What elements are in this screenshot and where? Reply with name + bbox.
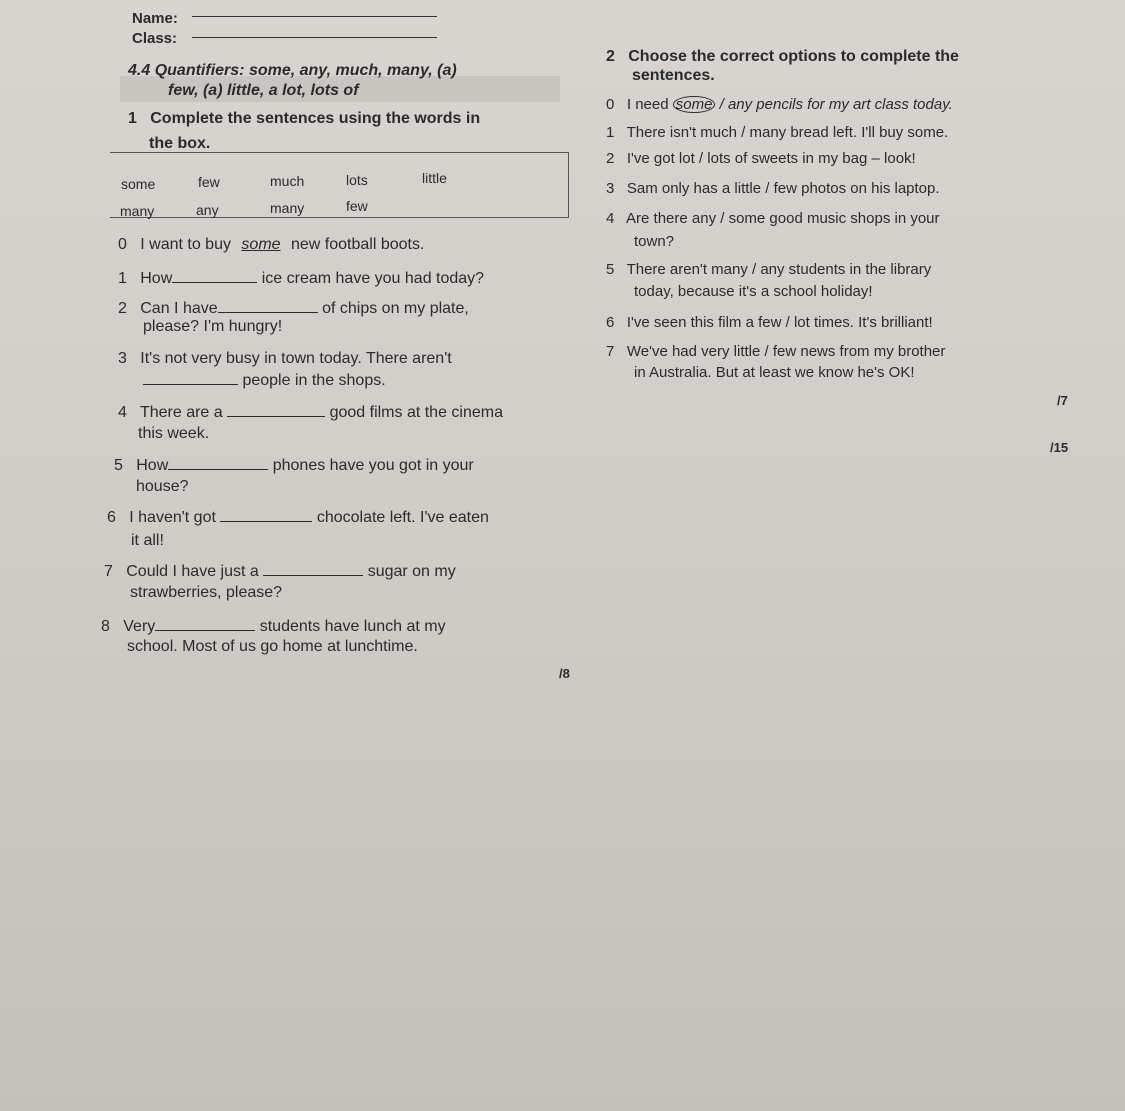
total-score: /15 [1050, 440, 1069, 455]
item-text[interactable]: Sam only has a little / few photos on his laptop. [626, 180, 940, 197]
ex1-item-3 [118, 350, 452, 368]
ex2-item-5-line2: today, because it's a school holiday! [634, 283, 873, 300]
item-text[interactable]: We've had very little / few news from my brother [626, 343, 946, 360]
section-title-line1 [128, 62, 457, 80]
box-word: lots [346, 172, 368, 188]
item-number: 0 [118, 236, 127, 253]
ex1-instruction-line2: the box. [149, 135, 211, 152]
item-text: ice cream have you had today? [261, 270, 485, 287]
box-word: few [198, 174, 220, 190]
ex1-item-6-line2: it all! [131, 532, 164, 549]
answer-blank[interactable] [143, 370, 238, 385]
ex1-item-8 [101, 616, 446, 636]
item-text: phones have you got in your [272, 457, 474, 474]
item-text: new football boots. [291, 236, 425, 253]
item-text: of chips on my plate, [322, 300, 469, 317]
answer-blank[interactable] [218, 298, 318, 313]
name-label: Name: [132, 10, 178, 27]
item-text: There are a [139, 404, 223, 421]
ex2-number: 2 [606, 48, 615, 65]
item-text[interactable]: Are there any / some good music shops in your [626, 210, 940, 227]
ex1-item-5-line2: house? [136, 478, 189, 495]
item-text[interactable]: There aren't many / any students in the library [626, 261, 932, 278]
box-word: any [196, 202, 219, 218]
ex1-item-3-line2 [143, 370, 386, 390]
box-word: some [121, 176, 156, 192]
item-number: 2 [118, 300, 127, 317]
item-text[interactable]: I've got lot / lots of sweets in my bag – look! [626, 150, 916, 167]
ex1-item-4-line2: this week. [138, 425, 210, 442]
ex2-instruction-line1 [606, 48, 959, 66]
ex1-item-7-line2: strawberries, please? [130, 584, 283, 601]
item-number: 0 [606, 96, 615, 113]
box-word: little [422, 170, 447, 186]
item-text: I haven't got [129, 509, 216, 526]
item-number: 8 [101, 618, 110, 635]
ex2-item-4-line2: town? [634, 233, 675, 250]
word-box [110, 152, 569, 218]
item-number: 3 [118, 350, 127, 367]
ex1-number: 1 [128, 110, 137, 127]
section-title-text1: Quantifiers: some, any, much, many, (a) [154, 62, 457, 79]
item-number: 1 [606, 124, 615, 141]
example-answer: some [241, 236, 281, 253]
ex1-item-6 [107, 507, 489, 527]
answer-blank[interactable] [220, 507, 312, 522]
box-word: many [270, 200, 305, 216]
item-number: 5 [606, 261, 615, 278]
item-text[interactable]: There isn't much / many bread left. I'll buy some. [626, 124, 949, 141]
ex2-item-7 [606, 343, 945, 360]
ex2-item-2 [606, 150, 916, 167]
circled-answer: some [673, 96, 716, 113]
item-text: people in the shops. [242, 372, 386, 389]
ex2-item-4 [606, 210, 940, 227]
item-text: It's not very busy in town today. There aren't [140, 350, 452, 367]
item-text[interactable]: I've seen this film a few / lot times. It's brilliant! [626, 314, 933, 331]
item-number: 4 [118, 404, 127, 421]
item-number: 6 [107, 509, 116, 526]
ex2-item-3 [606, 180, 940, 197]
ex1-instruction-text: Complete the sentences using the words in [150, 110, 481, 127]
ex1-item-5 [114, 455, 474, 475]
item-text: Can I have [140, 300, 218, 317]
item-text: students have lunch at my [259, 618, 446, 635]
item-number: 3 [606, 180, 615, 197]
item-number: 1 [118, 270, 127, 287]
ex1-instruction-line1 [128, 110, 480, 128]
ex1-item-8-line2: school. Most of us go home at lunchtime. [127, 638, 418, 655]
ex2-item-7-line2: in Australia. But at least we know he's OK! [634, 364, 915, 381]
ex1-item-1 [118, 268, 484, 288]
item-text: Very [123, 618, 156, 635]
section-number: 4.4 [128, 62, 151, 79]
ex1-item-4 [118, 402, 503, 422]
ex1-item-7 [104, 561, 456, 581]
item-text: / any pencils for my art class today. [719, 96, 953, 113]
class-label: Class: [132, 30, 178, 47]
ex1-example [118, 236, 424, 254]
item-text: How [140, 270, 173, 287]
section-title-line2: few, (a) little, a lot, lots of [168, 82, 359, 99]
answer-blank[interactable] [172, 268, 257, 283]
item-text: sugar on my [367, 563, 456, 580]
item-number: 5 [114, 457, 123, 474]
item-number: 7 [104, 563, 113, 580]
item-number: 7 [606, 343, 615, 360]
item-text: good films at the cinema [329, 404, 503, 421]
ex2-item-5 [606, 261, 931, 278]
answer-blank[interactable] [227, 402, 325, 417]
ex1-item-2-line2: please? I'm hungry! [143, 318, 283, 335]
ex2-item-6 [606, 314, 933, 331]
name-line[interactable] [192, 16, 437, 17]
box-word: much [270, 173, 305, 189]
ex2-score: /7 [1057, 393, 1068, 408]
item-text: Could I have just a [126, 563, 259, 580]
item-text: I need [626, 96, 669, 113]
answer-blank[interactable] [155, 616, 255, 631]
item-number: 4 [606, 210, 615, 227]
item-number: 6 [606, 314, 615, 331]
item-text: chocolate left. I've eaten [316, 509, 489, 526]
ex1-item-2 [118, 298, 469, 318]
ex1-score: /8 [559, 666, 570, 681]
box-word: many [120, 203, 155, 219]
ex2-item-1 [606, 124, 948, 141]
ex2-example [606, 96, 953, 113]
ex2-instruction-line2: sentences. [632, 67, 715, 84]
answer-blank[interactable] [168, 455, 268, 470]
item-text: How [136, 457, 169, 474]
ex2-instruction-text: Choose the correct options to complete the [628, 48, 959, 65]
answer-blank[interactable] [263, 561, 363, 576]
item-text: I want to buy [140, 236, 231, 253]
item-number: 2 [606, 150, 615, 167]
class-line[interactable] [192, 37, 437, 38]
box-word: few [346, 198, 368, 214]
